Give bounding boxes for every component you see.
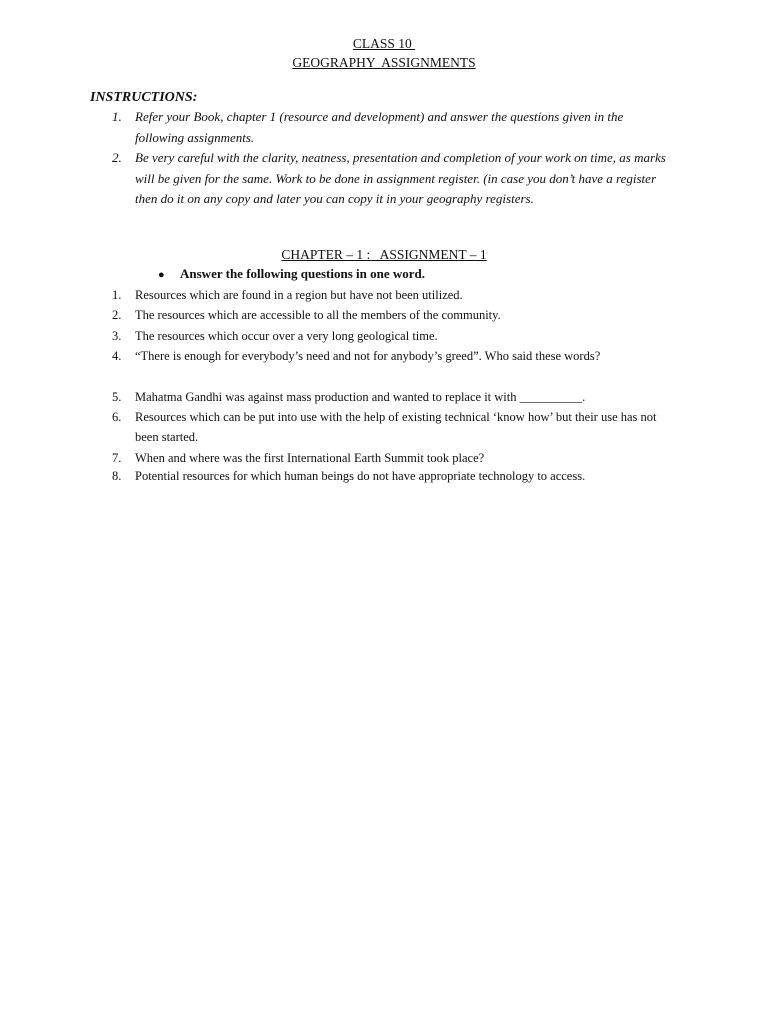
document-title — [0, 55, 768, 71]
bullet-dot-icon: ● — [158, 269, 165, 281]
assignment-heading — [0, 247, 768, 263]
question-number: 4. — [112, 349, 122, 363]
instructions-heading: INSTRUCTIONS: — [90, 90, 198, 105]
question-number: 3. — [112, 329, 122, 343]
instruction-number: 2. — [112, 150, 122, 165]
question-number: 1. — [112, 288, 122, 302]
question-text: The resources which are accessible to all the members of the community. — [135, 308, 501, 322]
assignment-bullet — [158, 266, 425, 283]
question-text: Resources which can be put into use with the help of existing technical ‘know how’ but their use has not been started. — [135, 410, 657, 444]
class-title-text: CLASS 10 — [352, 36, 416, 51]
class-title — [0, 36, 768, 52]
assignment-heading-text: CHAPTER – 1 : ASSIGNMENT – 1 — [281, 247, 487, 262]
question-number: 7. — [112, 451, 122, 465]
document-title-text: GEOGRAPHY ASSIGNMENTS — [292, 55, 476, 70]
question-text: Potential resources for which human beings do not have appropriate technology to access. — [135, 469, 586, 483]
question-number: 6. — [112, 410, 122, 424]
question-text: When and where was the first International Earth Summit took place? — [135, 451, 485, 465]
question-text: The resources which occur over a very long geological time. — [135, 329, 438, 343]
question-number: 8. — [112, 469, 122, 483]
question-text: “There is enough for everybody’s need and not for anybody’s greed”. Who said these words? — [135, 349, 601, 363]
question-number: 5. — [112, 390, 122, 404]
instruction-number: 1. — [112, 109, 122, 124]
bullet-text: Answer the following questions in one word. — [180, 266, 425, 281]
question-text: Mahatma Gandhi was against mass production and wanted to replace it with __________. — [135, 390, 586, 404]
instruction-text: Be very careful with the clarity, neatness, presentation and completion of your work on time, as marks will be given for the same. Work to be done in assignment register. (in case you don’t have a register then do it on any copy and later you can copy it in your geography registers. — [135, 150, 666, 206]
instruction-text: Refer your Book, chapter 1 (resource and development) and answer the questions given in the following assignments. — [135, 109, 624, 145]
question-number: 2. — [112, 308, 122, 322]
question-text: Resources which are found in a region but have not been utilized. — [135, 288, 463, 302]
